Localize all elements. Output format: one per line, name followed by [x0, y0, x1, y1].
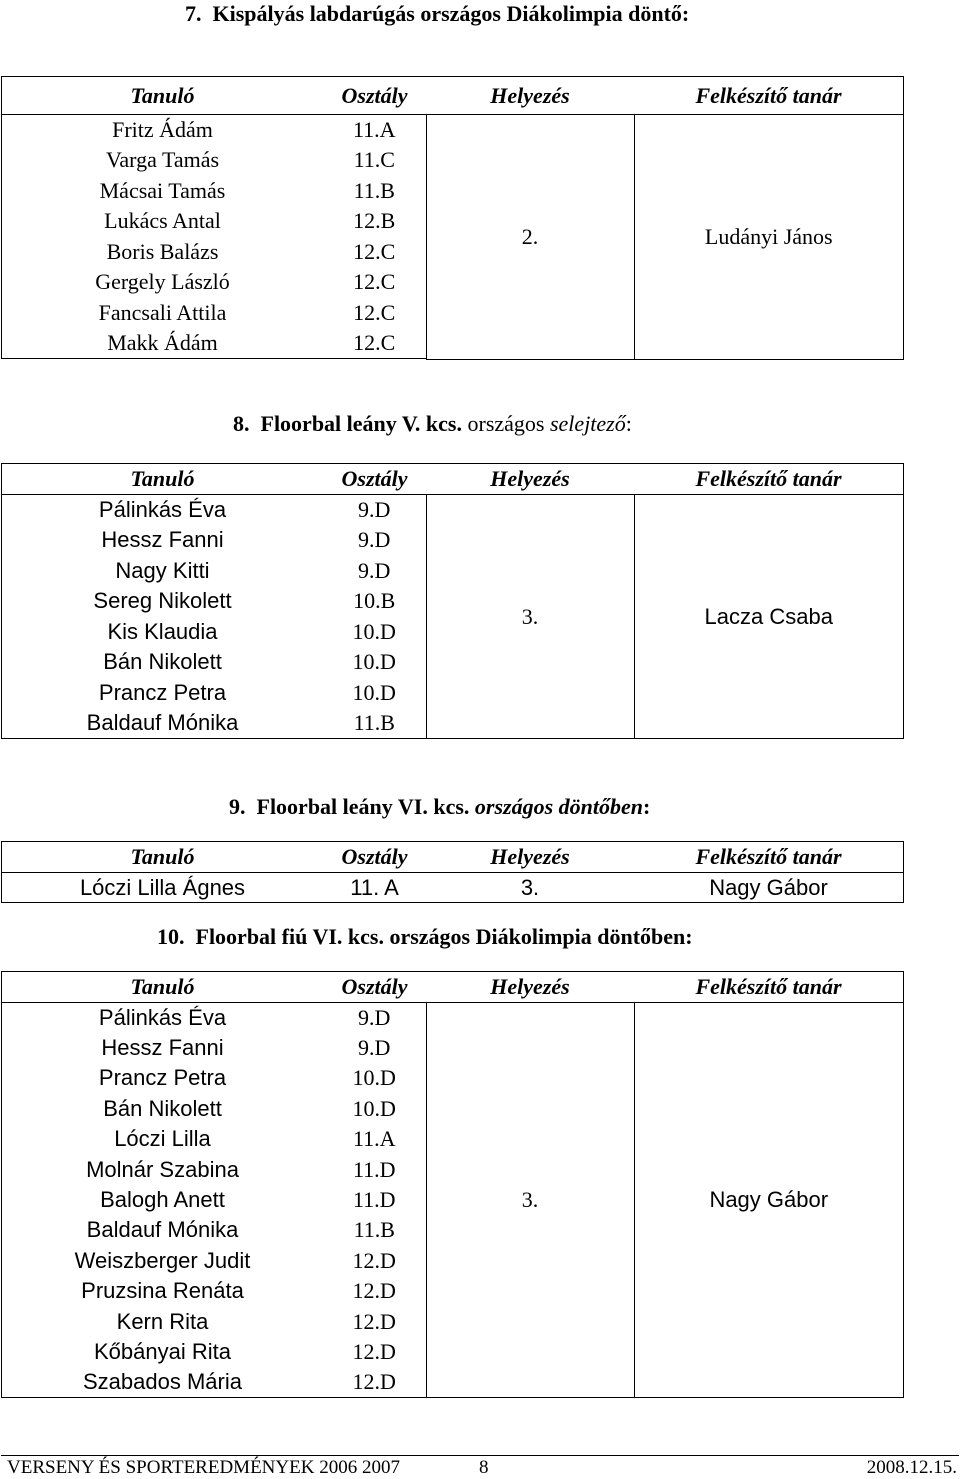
section-title: Floorbal leány VI. kcs.: [256, 794, 475, 819]
student-class: 12.B: [323, 206, 426, 237]
page-footer: [1, 1455, 959, 1478]
section-number: 7.: [185, 1, 202, 26]
placement-cell: 3.: [426, 1003, 634, 1398]
student-class: 9.D: [323, 1033, 426, 1063]
student-class: 11.B: [323, 1215, 426, 1245]
results-table-section-9: [1, 841, 904, 903]
student-name: Nagy Kitti: [2, 556, 324, 587]
footer-title: VERSENY ÉS SPORTEREDMÉNYEK 2006 2007: [7, 1457, 400, 1478]
student-class: 9.D: [323, 556, 426, 587]
section-title-part: országos: [467, 411, 550, 436]
teacher-cell: Lacza Csaba: [634, 495, 904, 739]
header-placement: Helyezés: [426, 464, 634, 495]
placement-cell: 3.: [426, 873, 634, 903]
student-class: 11. A: [323, 873, 426, 903]
student-name: Lukács Antal: [2, 206, 324, 237]
section-10-heading: [157, 924, 693, 950]
student-class: 12.D: [323, 1246, 426, 1276]
footer-page-number: 8: [479, 1457, 489, 1478]
student-class: 11.B: [323, 176, 426, 207]
student-name: Baldauf Mónika: [2, 708, 324, 739]
section-title: Kispályás labdarúgás országos Diákolimpia döntő:: [212, 1, 690, 26]
student-class: 11.D: [323, 1154, 426, 1184]
header-teacher: Felkészítő tanár: [634, 972, 904, 1003]
results-table-section-8: [1, 463, 904, 739]
student-name: Pálinkás Éva: [2, 495, 324, 526]
student-name: Bán Nikolett: [2, 1094, 324, 1124]
student-class: 11.B: [323, 708, 426, 739]
results-table-section-7: [1, 76, 904, 360]
student-name: Baldauf Mónika: [2, 1215, 324, 1245]
section-number: 8.: [233, 411, 250, 436]
student-name: Kis Klaudia: [2, 617, 324, 648]
student-name: Prancz Petra: [2, 678, 324, 709]
student-class: 10.B: [323, 586, 426, 617]
section-number: 10.: [157, 924, 185, 949]
student-name: Szabados Mária: [2, 1367, 324, 1397]
student-class: 12.C: [323, 237, 426, 268]
header-placement: Helyezés: [426, 972, 634, 1003]
student-name: Prancz Petra: [2, 1063, 324, 1093]
results-table-section-10: [1, 971, 904, 1398]
teacher-cell: Ludányi János: [634, 115, 904, 359]
student-class: 12.C: [323, 298, 426, 329]
student-name: Boris Balázs: [2, 237, 324, 268]
student-class: 12.D: [323, 1276, 426, 1306]
placement-cell: 3.: [426, 495, 634, 739]
header-teacher: Felkészítő tanár: [634, 842, 904, 873]
section-title-part: országos döntőben: [474, 794, 643, 819]
header-teacher: Felkészítő tanár: [634, 77, 904, 115]
student-class: 11.A: [323, 1124, 426, 1154]
header-placement: Helyezés: [426, 77, 634, 115]
student-class: 9.D: [323, 495, 426, 526]
section-title: Floorbal fiú VI. kcs. országos Diákolimpia döntőben:: [195, 924, 693, 949]
student-name: Mácsai Tamás: [2, 176, 324, 207]
placement-cell: 2.: [521, 223, 539, 249]
student-class: 11.D: [323, 1185, 426, 1215]
student-name: Hessz Fanni: [2, 525, 324, 556]
student-name: Molnár Szabina: [2, 1154, 324, 1184]
student-name: Lóczi Lilla Ágnes: [2, 873, 324, 903]
student-name: Makk Ádám: [2, 328, 324, 359]
student-name: Balogh Anett: [2, 1185, 324, 1215]
header-class: Osztály: [323, 77, 426, 115]
student-class: 11.A: [323, 115, 426, 146]
student-class: 10.D: [323, 1063, 426, 1093]
student-class: 12.C: [323, 328, 426, 359]
header-class: Osztály: [323, 464, 426, 495]
student-class: 11.C: [323, 145, 426, 176]
student-class: 12.D: [323, 1306, 426, 1336]
student-class: 10.D: [323, 678, 426, 709]
student-name: Sereg Nikolett: [2, 586, 324, 617]
student-name: Bán Nikolett: [2, 647, 324, 678]
footer-date: 2008.12.15.: [866, 1457, 957, 1478]
header-class: Osztály: [323, 842, 426, 873]
student-name: Kern Rita: [2, 1306, 324, 1336]
student-class: 12.D: [323, 1337, 426, 1367]
header-class: Osztály: [323, 972, 426, 1003]
section-title-part: selejtező: [549, 411, 626, 436]
student-class: 12.C: [323, 267, 426, 298]
student-class: 10.D: [323, 1094, 426, 1124]
teacher-cell: Nagy Gábor: [634, 873, 904, 903]
student-name: Fancsali Attila: [2, 298, 324, 329]
student-name: Weiszberger Judit: [2, 1246, 324, 1276]
section-7-heading: [185, 1, 689, 27]
header-student: Tanuló: [2, 77, 324, 115]
header-teacher: Felkészítő tanár: [634, 464, 904, 495]
header-student: Tanuló: [2, 464, 324, 495]
student-name: Varga Tamás: [2, 145, 324, 176]
section-9-heading: [229, 794, 650, 820]
student-name: Gergely László: [2, 267, 324, 298]
student-name: Hessz Fanni: [2, 1033, 324, 1063]
student-name: Fritz Ádám: [2, 115, 324, 146]
student-class: 10.D: [323, 647, 426, 678]
section-title: Floorbal leány V. kcs.: [260, 411, 468, 436]
student-name: Pálinkás Éva: [2, 1003, 324, 1033]
student-class: 9.D: [323, 525, 426, 556]
header-placement: Helyezés: [426, 842, 634, 873]
teacher-cell: Nagy Gábor: [634, 1003, 904, 1398]
student-name: Lóczi Lilla: [2, 1124, 324, 1154]
student-name: Kőbányai Rita: [2, 1337, 324, 1367]
header-student: Tanuló: [2, 972, 324, 1003]
section-number: 9.: [229, 794, 246, 819]
student-name: Pruzsina Renáta: [2, 1276, 324, 1306]
section-title-part: :: [625, 411, 632, 436]
student-class: 10.D: [323, 617, 426, 648]
section-8-heading: [233, 411, 632, 437]
header-student: Tanuló: [2, 842, 324, 873]
section-title-part: :: [642, 794, 651, 819]
student-class: 9.D: [323, 1003, 426, 1033]
student-class: 12.D: [323, 1367, 426, 1397]
